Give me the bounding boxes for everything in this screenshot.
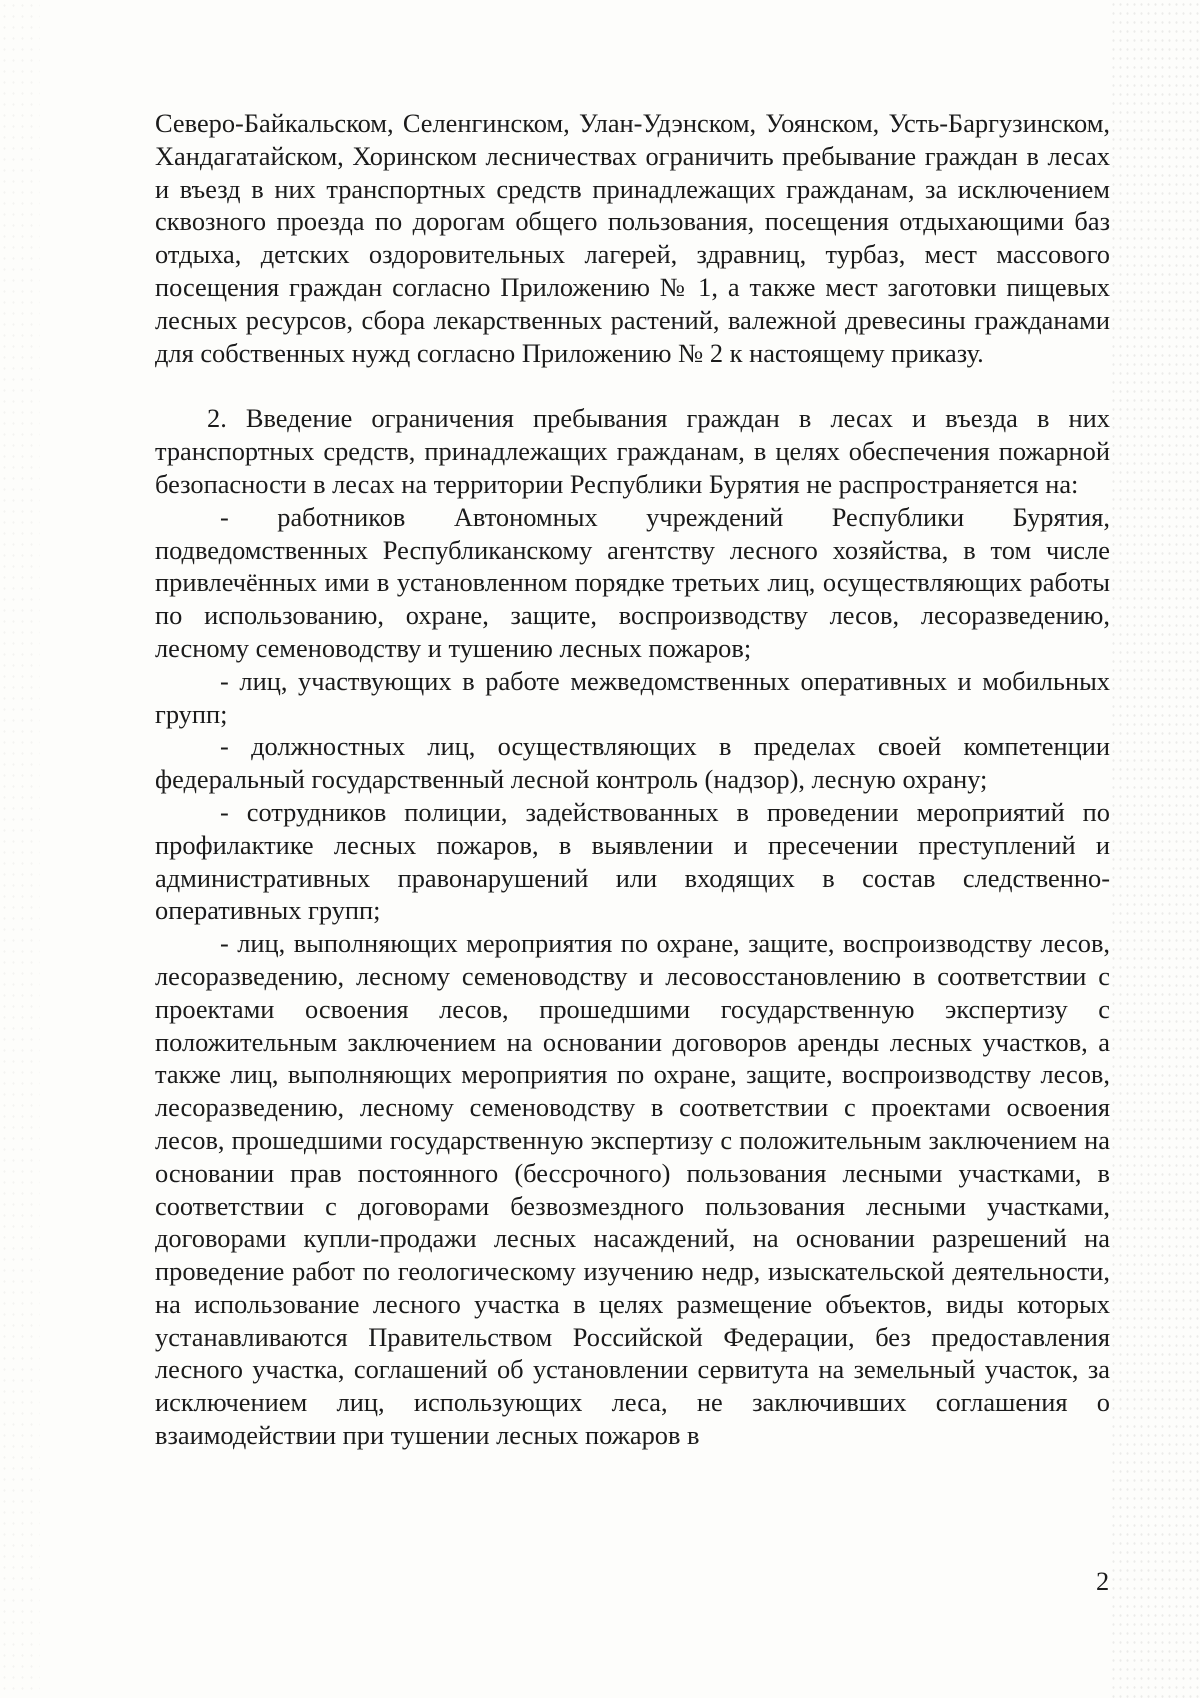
document-body	[155, 107, 1110, 1452]
scan-noise-right	[1110, 0, 1200, 1698]
paragraph-item-2: 2. Введение ограничения пребывания граждан в лесах и въезда в них транспортных средств, принадлежащих гражданам, в целях обеспечения пожарной безопасности в лесах на территории Республики Бурятия не распространяется на:	[155, 403, 1110, 499]
page-number: 2	[1096, 1566, 1110, 1596]
list-item-forest-control-officials: - должностных лиц, осуществляющих в пределах своей компетенции федеральный государственный лесной контроль (надзор), лесную охрану;	[155, 731, 1110, 795]
list-item-police-officers: - сотрудников полиции, задействованных в проведении мероприятий по профилактике лесных пожаров, в выявлении и пресечении преступлений и административных правонарушений или входящих в состав следственно-оперативных групп;	[155, 796, 1110, 926]
paragraph-lesnichestva-restriction: Северо-Байкальском, Селенгинском, Улан-Удэнском, Уоянском, Усть-Баргузинском, Хандагатайском, Хоринском лесничествах ограничить пребывание граждан в лесах и въезд в них транспортных средств принадлежащих гражданам, за исключением сквозного проезда по дорогам общего пользования, посещения отдыхающими баз отдыха, детских оздоровительных лагерей, здравниц, турбаз, мест массового посещения граждан согласно Приложению № 1, а также мест заготовки пищевых лесных ресурсов, сбора лекарственных растений, валежной древесины гражданами для собственных нужд согласно Приложению № 2 к настоящему приказу.	[155, 108, 1110, 368]
list-item-forest-users: - лиц, выполняющих мероприятия по охране, защите, воспроизводству лесов, лесоразведению, лесному семеноводству и лесовосстановлению в соответствии с проектами освоения лесов, прошедшими государственную экспертизу с положительным заключением на основании договоров аренды лесных участков, а также лиц, выполняющих мероприятия по охране, защите, воспроизводству лесов, лесоразведению, лесному семеноводству в соответствии с проектами освоения лесов, прошедшими государственную экспертизу с положительным заключением на основании прав постоянного (бессрочного) пользования лесными участками, в соответствии с договорами безвозмездного пользования лесными участками, договорами купли-продажи лесных насаждений, на основании разрешений на проведение работ по геологическому изучению недр, изыскательской деятельности, на использование лесного участка в целях размещение объектов, виды которых устанавливаются Правительством Российской Федерации, без предоставления лесного участка, соглашений об установлении сервитута на земельный участок, за исключением лиц, использующих леса, не заключивших соглашения о взаимодействии при тушении лесных пожаров в	[155, 928, 1110, 1451]
scan-noise-left	[0, 0, 40, 1698]
list-item-forestry-workers: - работников Автономных учреждений Республики Бурятия, подведомственных Республиканскому агентству лесного хозяйства, в том числе привлечённых ими в установленном порядке третьих лиц, осуществляющих работы по использованию, охране, защите, воспроизводству лесов, лесоразведению, лесному семеноводству и тушению лесных пожаров;	[155, 501, 1110, 663]
list-item-interagency-groups: - лиц, участвующих в работе межведомственных оперативных и мобильных групп;	[155, 665, 1110, 729]
